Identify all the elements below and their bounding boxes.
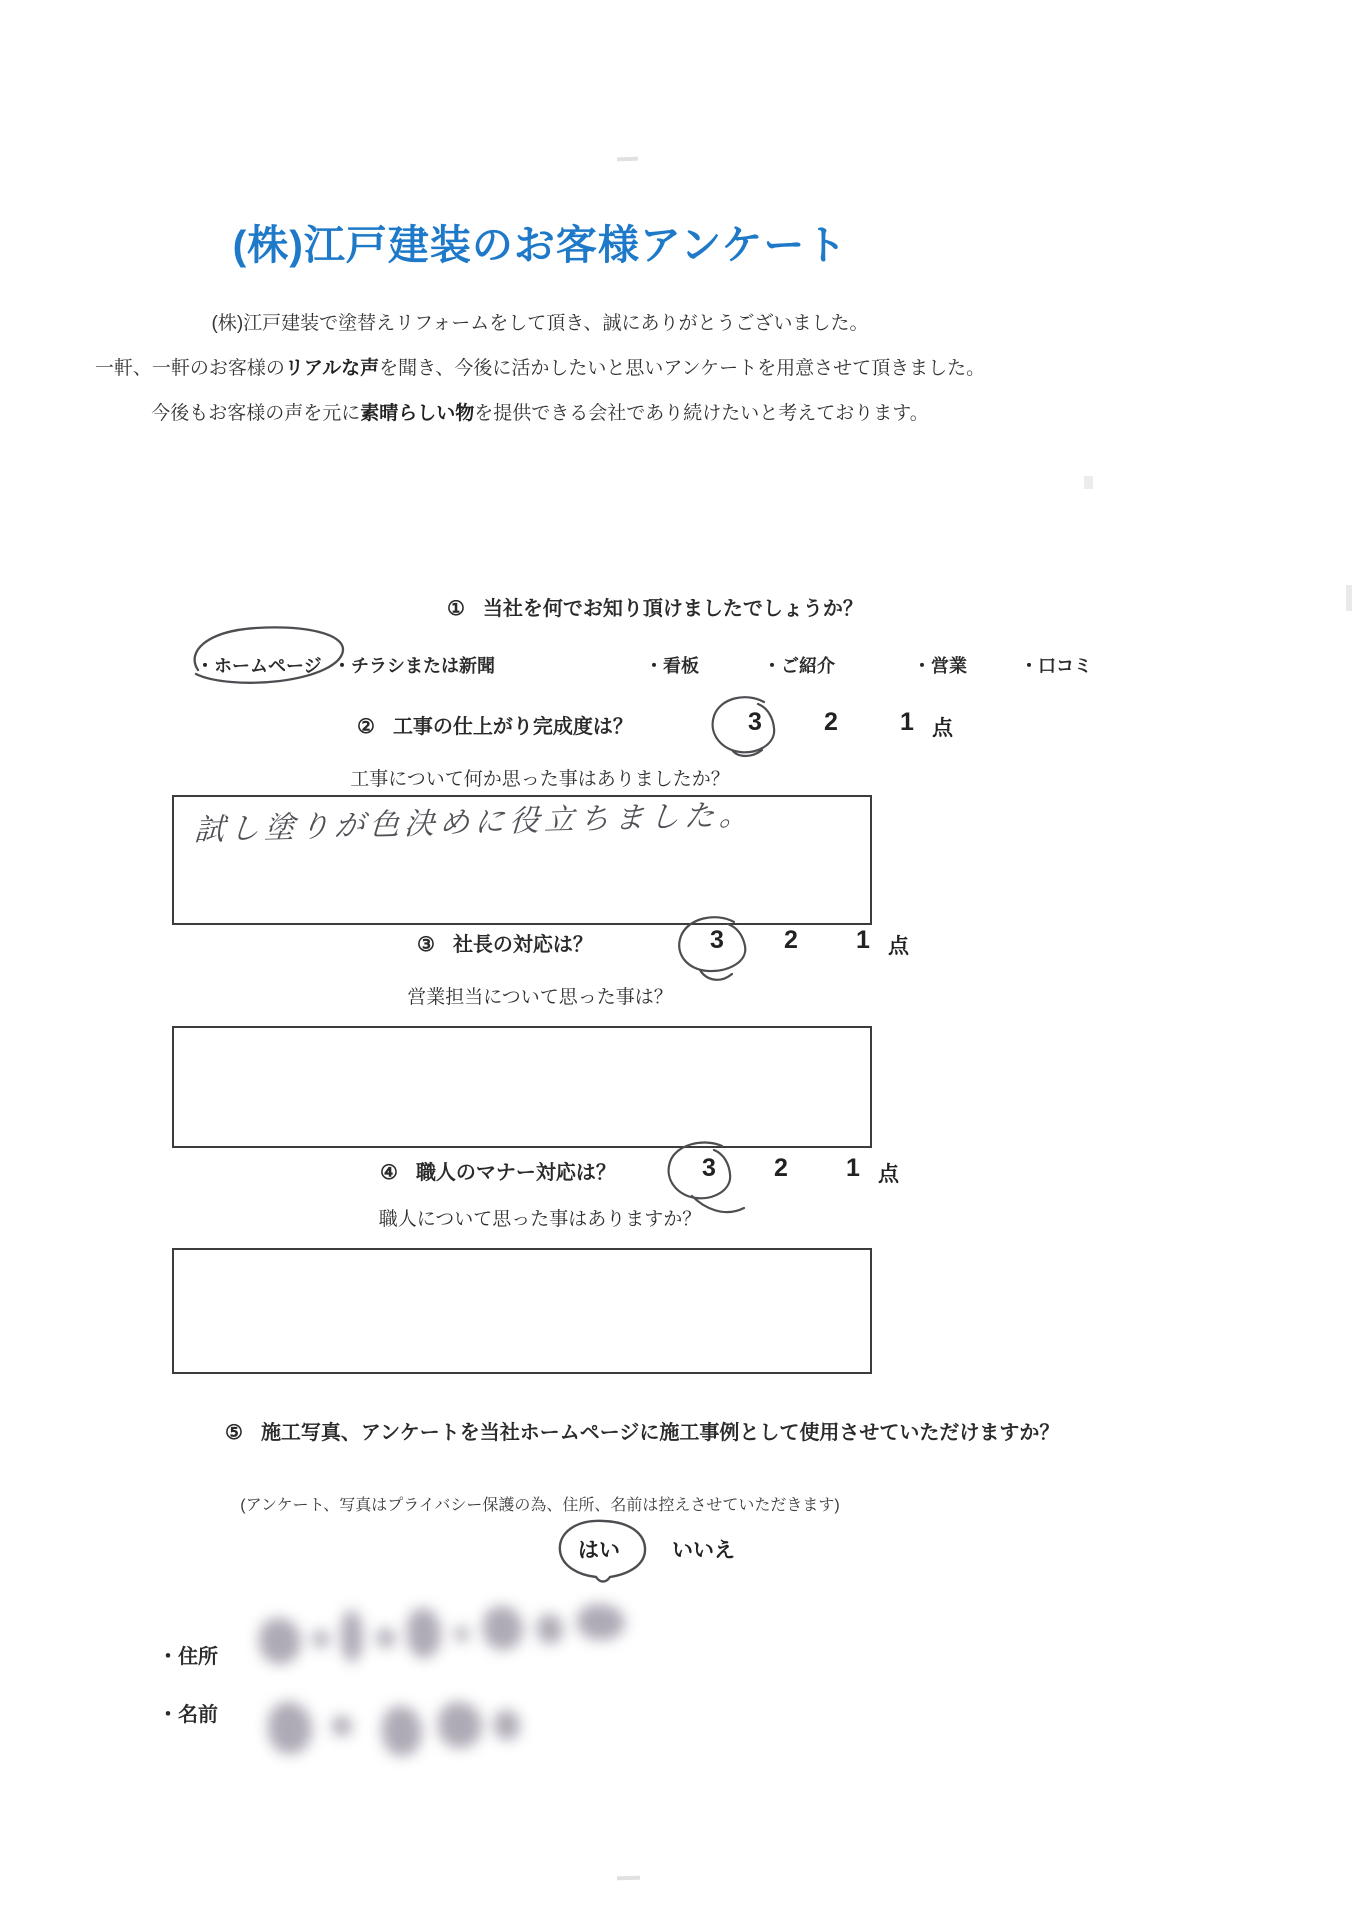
question-4-number: ④ [380, 1162, 398, 1184]
option-referral: ・ご紹介 [763, 656, 835, 676]
q2-score-2: 2 [824, 708, 838, 736]
q4-score-3: 3 [702, 1154, 716, 1182]
address-label: ・住所 [158, 1646, 218, 1668]
option-sales: ・営業 [913, 656, 967, 676]
scan-artifact [1346, 585, 1352, 611]
q5-privacy-note: (アンケート、写真はプライバシー保護の為、住所、名前は控えさせていただきます) [240, 1497, 840, 1514]
option-homepage: ・ホームページ [196, 656, 322, 676]
question-4-text: 職人のマナー対応は？ [415, 1162, 616, 1184]
question-4 [380, 1156, 616, 1185]
question-3 [417, 928, 593, 957]
q2-answer-box [172, 795, 872, 925]
q3-score-3: 3 [710, 926, 724, 954]
scan-artifact [617, 1876, 640, 1880]
option-signboard: ・看板 [645, 656, 699, 676]
q2-prompt: 工事について何か思った事はありましたか？ [350, 769, 730, 790]
q3-score-2: 2 [784, 926, 798, 954]
question-3-text: 社長の対応は？ [452, 934, 593, 956]
q3-answer-box [172, 1026, 872, 1148]
q3-score-unit: 点 [888, 935, 909, 958]
question-3-number: ③ [417, 934, 435, 956]
q2-score-3: 3 [748, 708, 762, 736]
question-1 [447, 592, 863, 621]
intro-line-2-pre: 一軒、一軒のお客様の [94, 358, 285, 379]
q2-selected-circle [706, 692, 784, 762]
question-2-text: 工事の仕上がり完成度は？ [392, 716, 633, 738]
question-5-number: ⑤ [225, 1422, 243, 1444]
q4-prompt: 職人について思った事はありますか？ [378, 1209, 702, 1230]
q3-prompt: 営業担当について思った事は？ [407, 987, 673, 1008]
question-5 [225, 1416, 1059, 1445]
intro-line-3-pre: 今後もお客様の声を元に [151, 403, 361, 424]
q2-score-unit: 点 [932, 717, 953, 740]
scan-artifact [617, 157, 638, 162]
intro-line-1: (株)江戸建装で塗替えリフォームをして頂き、誠にありがとうございました。 [211, 313, 869, 334]
question-2-number: ② [357, 716, 375, 738]
name-label: ・名前 [158, 1704, 218, 1726]
intro-line-2 [0, 353, 1080, 380]
q2-score-1: 1 [900, 708, 914, 736]
q2-handwritten-answer: 試し塗りが色決めに役立ちました。 [193, 798, 756, 848]
question-1-text: 当社を何でお知り頂けましたでしょうか？ [482, 598, 863, 620]
q4-answer-box [172, 1248, 872, 1374]
q4-score-2: 2 [774, 1154, 788, 1182]
intro-line-3-post: を提供できる会社であり続けたいと考えております。 [474, 403, 929, 424]
homepage-selection-circle [182, 622, 350, 690]
intro-line-2-bold: リアルな声 [284, 358, 380, 379]
q4-score-unit: 点 [878, 1163, 899, 1186]
q3-score-1: 1 [856, 926, 870, 954]
address-redacted-handwriting [255, 1600, 645, 1686]
q4-score-1: 1 [846, 1154, 860, 1182]
q5-option-no: いいえ [672, 1539, 735, 1562]
question-1-number: ① [447, 598, 465, 620]
intro-line-3-bold: 素晴らしい物 [360, 403, 475, 424]
question-5-text: 施工写真、アンケートを当社ホームページに施工事例として使用させていただけますか？ [260, 1422, 1060, 1444]
intro-line-3 [0, 398, 1080, 425]
intro-line-2-post: を聞き、今後に活かしたいと思いアンケートを用意させて頂きました。 [379, 358, 986, 379]
page-title: (株)江戸建装のお客様アンケート [232, 222, 848, 268]
option-word-of-mouth: ・口コミ [1020, 656, 1092, 676]
name-redacted-handwriting [262, 1690, 562, 1776]
q3-selected-circle [672, 912, 756, 990]
q5-option-yes: はい [578, 1539, 620, 1562]
q5-yes-circle [552, 1516, 652, 1588]
question-2 [357, 710, 633, 739]
scan-artifact [1084, 476, 1093, 489]
option-flyer-newspaper: ・チラシまたは新聞 [333, 656, 495, 676]
